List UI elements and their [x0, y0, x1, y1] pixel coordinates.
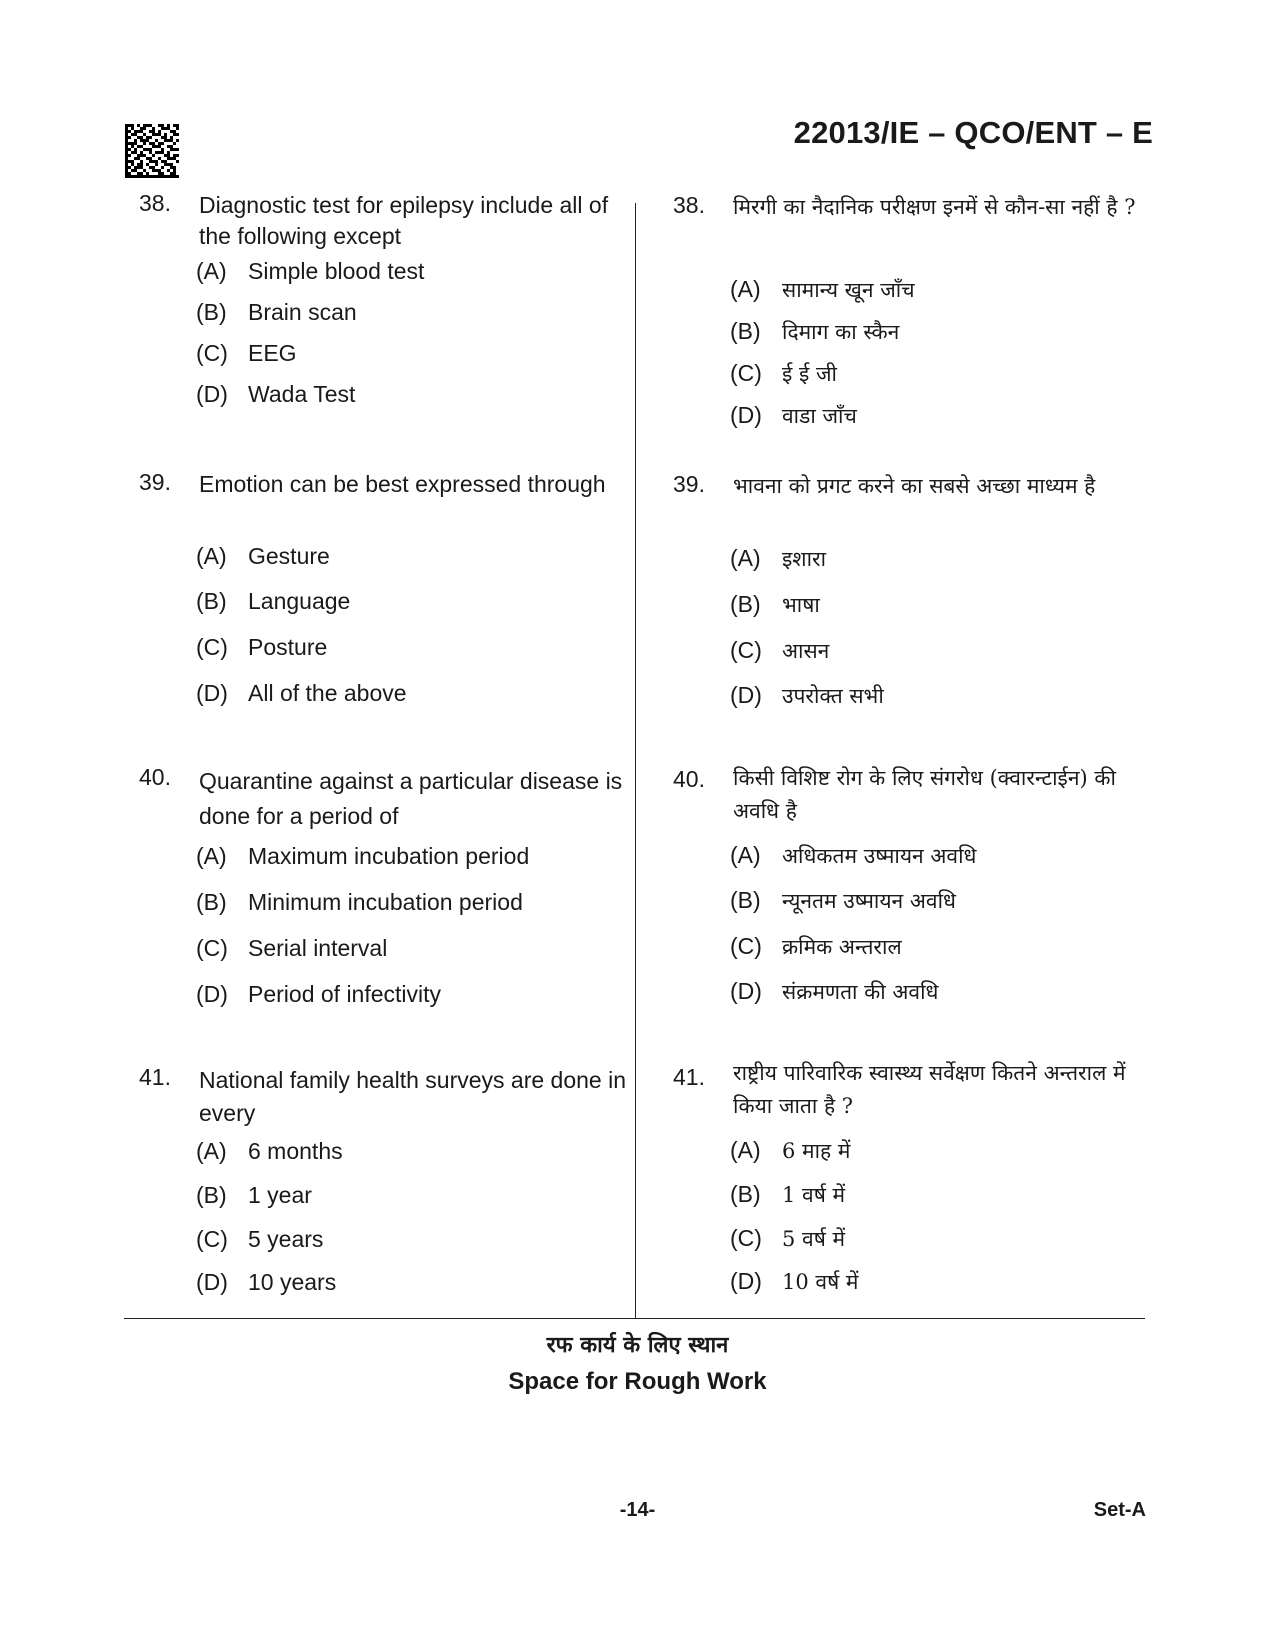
option-text: सामान्य खून जाँच [782, 278, 915, 302]
option-letter: (C) [730, 933, 762, 959]
option-letter: (A) [196, 543, 227, 569]
rough-work-label-hindi: रफ कार्य के लिए स्थान [546, 1332, 729, 1358]
question-text: Diagnostic test for epilepsy include all of the following except [199, 192, 609, 249]
option-text: Language [248, 588, 351, 614]
set-label: Set-A [1093, 1499, 1146, 1521]
question-text: मिरगी का नैदानिक परीक्षण इनमें से कौन-सा नहीं है ? [733, 195, 1136, 219]
option-text: Maximum incubation period [248, 843, 530, 869]
option-b [730, 1181, 845, 1209]
option-letter: (A) [730, 1137, 761, 1163]
option-text: ई ई जी [782, 362, 837, 386]
option-text: All of the above [248, 680, 407, 706]
option-text: Period of infectivity [248, 981, 442, 1007]
option-text: वाडा जाँच [782, 404, 857, 428]
option-d [730, 402, 857, 430]
option-letter: (C) [196, 1226, 228, 1252]
option-letter: (C) [196, 935, 228, 961]
question-text: Emotion can be best expressed through [199, 471, 606, 497]
option-b [196, 889, 523, 916]
option-text: Brain scan [248, 299, 357, 325]
question-number: 41. [673, 1064, 705, 1090]
option-text: 1 year [248, 1182, 312, 1208]
option-a [730, 1137, 850, 1165]
option-letter: (A) [730, 842, 761, 868]
option-letter: (A) [196, 843, 227, 869]
option-letter: (B) [730, 1181, 761, 1207]
question-number: 40. [139, 764, 171, 790]
option-d [196, 1269, 336, 1296]
option-c [196, 1226, 323, 1253]
option-c [730, 933, 902, 961]
option-letter: (C) [730, 360, 762, 386]
option-letter: (A) [730, 276, 761, 302]
option-b [730, 887, 956, 915]
option-letter: (D) [730, 1268, 762, 1294]
option-d [196, 381, 355, 408]
option-text: न्यूनतम उष्मायन अवधि [782, 889, 956, 913]
option-c [196, 634, 327, 661]
option-text: इशारा [782, 547, 827, 571]
option-letter: (B) [196, 1182, 227, 1208]
option-letter: (D) [730, 402, 762, 428]
question-number: 39. [673, 471, 705, 497]
option-letter: (B) [196, 588, 227, 614]
option-c [730, 360, 837, 388]
option-letter: (B) [730, 887, 761, 913]
option-c [196, 935, 387, 962]
option-text: दिमाग का स्कैन [782, 320, 900, 344]
option-letter: (C) [730, 1225, 762, 1251]
question-number: 38. [139, 190, 171, 216]
qr-code-icon [125, 124, 179, 178]
option-letter: (D) [196, 680, 228, 706]
question-text: राष्ट्रीय पारिवारिक स्वास्थ्य सर्वेक्षण कितने अन्तराल में किया जाता है ? [733, 1061, 1126, 1118]
option-text: 1 वर्ष में [782, 1183, 846, 1207]
option-text: EEG [248, 340, 297, 366]
option-c [196, 340, 297, 367]
option-a [196, 1138, 343, 1165]
option-text: Posture [248, 634, 328, 660]
option-a [196, 843, 529, 870]
question-number: 38. [673, 192, 705, 218]
option-a [730, 545, 826, 573]
option-letter: (B) [730, 318, 761, 344]
page-number: -14- [619, 1499, 656, 1521]
option-text: 5 years [248, 1226, 324, 1252]
option-letter: (C) [196, 340, 228, 366]
option-text: Serial interval [248, 935, 388, 961]
option-text: 10 वर्ष में [782, 1270, 859, 1294]
option-b [196, 299, 357, 326]
option-letter: (D) [196, 981, 228, 1007]
option-d [730, 978, 938, 1006]
option-text: Minimum incubation period [248, 889, 523, 915]
option-text: भाषा [782, 593, 820, 617]
question-text: किसी विशिष्ट रोग के लिए संगरोध (क्वारन्टाईन) की अवधि है [733, 766, 1116, 823]
option-c [730, 1225, 845, 1253]
option-text: क्रमिक अन्तराल [782, 935, 902, 959]
question-text: भावना को प्रगट करने का सबसे अच्छा माध्यम है [733, 474, 1096, 498]
option-c [730, 637, 829, 665]
option-letter: (D) [196, 1269, 228, 1295]
option-letter: (B) [730, 591, 761, 617]
option-letter: (A) [196, 258, 227, 284]
option-b [196, 588, 350, 615]
option-text: Wada Test [248, 381, 356, 407]
question-text: Quarantine against a particular disease is done for a period of [199, 768, 623, 829]
option-letter: (B) [196, 889, 227, 915]
option-b [730, 591, 820, 619]
option-text: 10 years [248, 1269, 337, 1295]
rough-work-divider [124, 1318, 1145, 1319]
option-a [196, 258, 424, 285]
option-text: 6 माह में [782, 1139, 851, 1163]
question-number: 40. [673, 766, 705, 792]
option-a [730, 842, 976, 870]
option-text: Simple blood test [248, 258, 425, 284]
option-text: संक्रमणता की अवधि [782, 980, 939, 1004]
option-b [196, 1182, 312, 1209]
option-letter: (A) [196, 1138, 227, 1164]
column-divider [635, 203, 636, 1319]
option-d [196, 981, 441, 1008]
option-text: 5 वर्ष में [782, 1227, 846, 1251]
option-a [730, 276, 915, 304]
option-letter: (B) [196, 299, 227, 325]
exam-code: 22013/IE – QCO/ENT – E [793, 115, 1153, 150]
option-a [196, 543, 330, 570]
option-text: Gesture [248, 543, 330, 569]
option-letter: (D) [730, 682, 762, 708]
option-letter: (D) [730, 978, 762, 1004]
option-letter: (C) [196, 634, 228, 660]
rough-work-label: Space for Rough Work [508, 1368, 767, 1395]
option-letter: (C) [730, 637, 762, 663]
question-text: National family health surveys are done in every [199, 1067, 627, 1126]
option-d [730, 1268, 858, 1296]
option-text: आसन [782, 639, 830, 663]
question-number: 41. [139, 1064, 171, 1090]
question-number: 39. [139, 469, 171, 495]
option-text: अधिकतम उष्मायन अवधि [782, 844, 977, 868]
option-letter: (A) [730, 545, 761, 571]
option-d [730, 682, 884, 710]
option-text: 6 months [248, 1138, 343, 1164]
option-text: उपरोक्त सभी [782, 684, 884, 708]
option-letter: (D) [196, 381, 228, 407]
option-b [730, 318, 899, 346]
option-d [196, 680, 407, 707]
